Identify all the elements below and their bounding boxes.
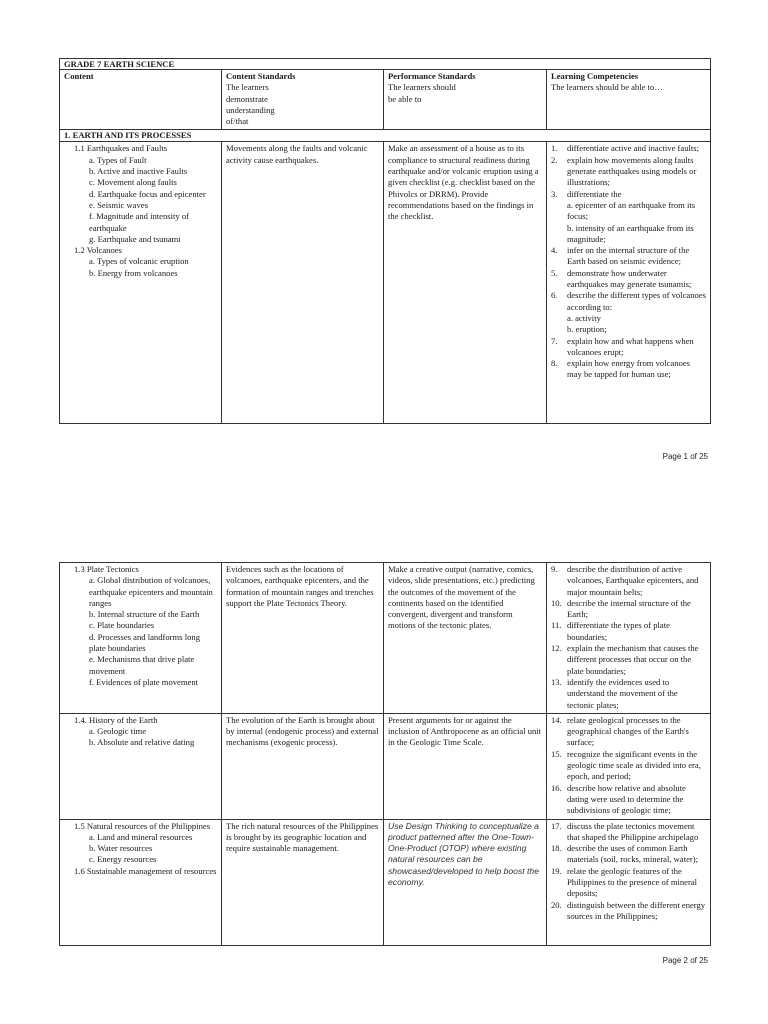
content-subtopic: f. Magnitude and intensity of earthquake <box>89 211 190 233</box>
content-standard-cell: The evolution of the Earth is brought about by internal (endogenic process) and external mechanisms (exogenic process). <box>222 713 384 819</box>
section-row <box>60 130 711 142</box>
competency-text: infer on the internal structure of the Earth based on seismic evidence; <box>567 245 690 267</box>
competency-text: recognize the significant events in the geologic time scale as divided into era, epoch, and period; <box>567 748 701 782</box>
content-topic: 1.6 Sustainable management of resources <box>74 865 217 876</box>
performance-standard-cell: Make an assessment of a house as to its compliance to structural readiness during earthquake and/or volcanic eruption using a given checklist (e.g. checklist based on the Phivolcs or DRRM). Provide recommendations based on the findings in the checklist. <box>384 142 547 424</box>
competency-item <box>551 155 706 189</box>
competency-text: describe the different types of volcanoes according to: a. activity b. eruption; <box>567 290 706 335</box>
competency-number: 4. <box>551 245 558 256</box>
curriculum-table-page-2 <box>59 562 711 946</box>
table-row <box>60 563 711 714</box>
competency-subitem: b. eruption; <box>567 324 607 335</box>
header-content <box>60 70 222 130</box>
content-topic: 1.1 Earthquakes and Faults <box>74 143 168 154</box>
content-subtopic: b. Water resources <box>89 843 153 854</box>
competency-number: 11. <box>551 620 562 631</box>
competency-number: 3. <box>551 188 558 199</box>
competency-text: explain how energy from volcanoes may be tapped for human use; <box>567 358 690 380</box>
content-subtopic: c. Movement along faults <box>89 177 177 188</box>
grade-title-row <box>60 59 711 70</box>
header-content-standards-title: Content Standards <box>226 71 296 81</box>
header-content-standards-line: of/that <box>226 116 249 127</box>
competency-number: 10. <box>551 597 562 608</box>
competency-text: discuss the plate tectonics movement that shaped the Philippine archipelago <box>567 820 699 842</box>
grade-title: GRADE 7 EARTH SCIENCE <box>60 59 711 70</box>
header-competencies-title: Learning Competencies <box>551 71 639 81</box>
competency-number: 9. <box>551 564 558 574</box>
competency-item <box>551 620 706 643</box>
competency-number: 5. <box>551 267 558 278</box>
competencies-cell <box>547 713 711 819</box>
competency-text: differentiate active and inactive faults; <box>567 143 700 154</box>
competency-item <box>551 783 706 817</box>
competency-item <box>551 189 706 245</box>
competency-item <box>551 598 706 621</box>
content-subtopic: g. Earthquake and tsunami <box>89 233 181 244</box>
competency-number: 17. <box>551 820 562 831</box>
competency-item <box>551 268 706 291</box>
content-cell <box>60 563 222 714</box>
competency-number: 2. <box>551 154 558 165</box>
header-row <box>60 70 711 130</box>
header-performance-line: The learners should <box>388 82 456 93</box>
competency-number: 18. <box>551 843 562 854</box>
content-subtopic: d. Processes and landforms long plate boundaries <box>89 631 200 654</box>
competency-text: relate the geologic features of the Philippines to the presence of mineral deposits; <box>567 865 698 899</box>
competency-item <box>551 290 706 335</box>
content-subtopic: d. Earthquake focus and epicenter <box>89 188 206 199</box>
competency-number: 12. <box>551 643 562 654</box>
competency-item <box>551 643 706 677</box>
competency-text: describe how relative and absolute dating were used to determine the subdivisions of geologic time; <box>567 782 686 816</box>
competency-number: 13. <box>551 676 562 687</box>
competency-text: differentiate the types of plate boundaries; <box>567 620 670 642</box>
competency-item <box>551 843 706 866</box>
content-subtopic: e. Mechanisms that drive plate movement <box>89 654 195 676</box>
competency-item <box>551 866 706 900</box>
competency-item <box>551 245 706 268</box>
competency-number: 19. <box>551 865 562 876</box>
competency-item <box>551 715 706 749</box>
content-subtopic: a. Geologic time <box>89 726 147 737</box>
competency-text: differentiate the a. epicenter of an earthquake from its focus; b. intensity of an earthquake from its magnitude; <box>567 189 706 245</box>
competency-number: 6. <box>551 290 558 301</box>
content-cell <box>60 713 222 819</box>
competency-item <box>551 336 706 359</box>
header-performance-line: be able to <box>388 93 422 104</box>
content-subtopic: c. Energy resources <box>89 854 157 865</box>
header-performance-standards <box>384 70 547 130</box>
header-learning-competencies <box>547 70 711 130</box>
performance-standard-cell: Use Design Thinking to conceptualize a product patterned after the One-Town-One-Product (OTOP) where existing natural resources can be showcased/developed to help boost the economy. <box>384 819 547 945</box>
competency-subitem: a. epicenter of an earthquake from its focus; <box>567 199 696 222</box>
competency-item <box>551 821 706 844</box>
document-page-2 <box>0 500 768 1024</box>
content-subtopic: b. Energy from volcanoes <box>89 267 178 278</box>
competencies-cell <box>547 563 711 714</box>
competency-number: 14. <box>551 714 562 725</box>
competency-item <box>551 900 706 923</box>
content-subtopic: a. Global distribution of volcanoes, earthquake epicenters and mountain ranges <box>89 575 213 608</box>
content-subtopic: b. Absolute and relative dating <box>89 737 195 748</box>
competency-number: 20. <box>551 899 562 910</box>
competency-item <box>551 749 706 783</box>
table-row <box>60 142 711 424</box>
content-topic: 1.4. History of the Earth <box>74 714 158 725</box>
header-competencies-sub: The learners should be able to… <box>551 82 663 93</box>
header-content-standards-line: understanding <box>226 104 275 115</box>
competency-text: describe the distribution of active volcanoes, Earthquake epicenters, and major mountain belts; <box>567 564 699 597</box>
competency-text: demonstrate how underwater earthquakes may generate tsunamis; <box>567 267 692 290</box>
competency-subitem: a. activity <box>567 312 601 323</box>
competency-text: explain how and what happens when volcanoes erupt; <box>567 335 694 357</box>
competency-item <box>551 564 706 598</box>
competency-number: 15. <box>551 748 562 759</box>
section-title: 1. EARTH AND ITS PROCESSES <box>60 130 711 142</box>
competency-item <box>551 358 706 381</box>
table-row <box>60 819 711 945</box>
competency-text: explain the mechanism that causes the different processes that occur on the plate boundaries; <box>567 643 699 676</box>
competency-text: describe the uses of common Earth materials (soil, rocks, mineral, water); <box>567 843 699 865</box>
page-number: Page 1 of 25 <box>662 452 708 461</box>
competency-text: distinguish between the different energy sources in the Philippines; <box>567 899 706 921</box>
document-page-1 <box>0 0 768 500</box>
content-standard-cell: Evidences such as the locations of volcanoes, earthquake epicenters, and the formation of mountain ranges and trenches support the Plate Tectonics Theory. <box>222 563 384 714</box>
competency-number: 16. <box>551 782 562 793</box>
content-standard-cell: Movements along the faults and volcanic activity cause earthquakes. <box>222 142 384 424</box>
content-subtopic: b. Internal structure of the Earth <box>89 609 200 620</box>
content-subtopic: c. Plate boundaries <box>89 620 155 631</box>
content-topic: 1.3 Plate Tectonics <box>74 564 139 574</box>
header-performance-title: Performance Standards <box>388 71 476 81</box>
curriculum-table-page-1 <box>59 58 711 424</box>
content-subtopic: f. Evidences of plate movement <box>89 676 199 687</box>
competency-text: relate geological processes to the geographical changes of the Earth's surface; <box>567 714 689 748</box>
content-subtopic: e. Seismic waves <box>89 199 148 210</box>
header-content-standards-line: demonstrate <box>226 93 268 104</box>
content-topic: 1.5 Natural resources of the Philippines <box>74 820 211 831</box>
competency-number: 8. <box>551 358 558 369</box>
content-subtopic: b. Active and inactive Faults <box>89 166 188 177</box>
competency-number: 1. <box>551 143 558 154</box>
performance-standard-cell: Make a creative output (narrative, comics, videos, slide presentations, etc.) predicting the outcomes of the movement of the continents based on the identified convergent, divergent and transform motions of the tectonic plates. <box>384 563 547 714</box>
content-cell <box>60 819 222 945</box>
competency-item <box>551 143 706 154</box>
competencies-cell <box>547 142 711 424</box>
header-content-standards <box>222 70 384 130</box>
content-subtopic: a. Land and mineral resources <box>89 831 193 842</box>
competency-item <box>551 677 706 711</box>
competencies-cell <box>547 819 711 945</box>
content-subtopic: a. Types of volcanic eruption <box>89 256 189 267</box>
header-content-standards-line: The learners <box>226 82 269 93</box>
competency-text: explain how movements along faults generate earthquakes using models or illustrations; <box>567 154 697 188</box>
content-subtopic: a. Types of Fault <box>89 154 147 165</box>
competency-number: 7. <box>551 335 558 346</box>
header-content-title: Content <box>64 71 94 81</box>
competency-text: identify the evidences used to understand the movement of the tectonic plates; <box>567 676 678 710</box>
content-cell <box>60 142 222 424</box>
content-topic: 1.2 Volcanoes <box>74 245 122 256</box>
competency-subitem: b. intensity of an earthquake from its magnitude; <box>567 222 694 244</box>
content-standard-cell: The rich natural resources of the Philippines is brought by its geographic location and require sustainable management. <box>222 819 384 945</box>
competency-text: describe the internal structure of the Earth; <box>567 597 691 620</box>
performance-standard-cell: Present arguments for or against the inclusion of Anthropocene as an official unit in the Geologic Time Scale. <box>384 713 547 819</box>
table-row <box>60 713 711 819</box>
page-number: Page 2 of 25 <box>662 956 708 965</box>
